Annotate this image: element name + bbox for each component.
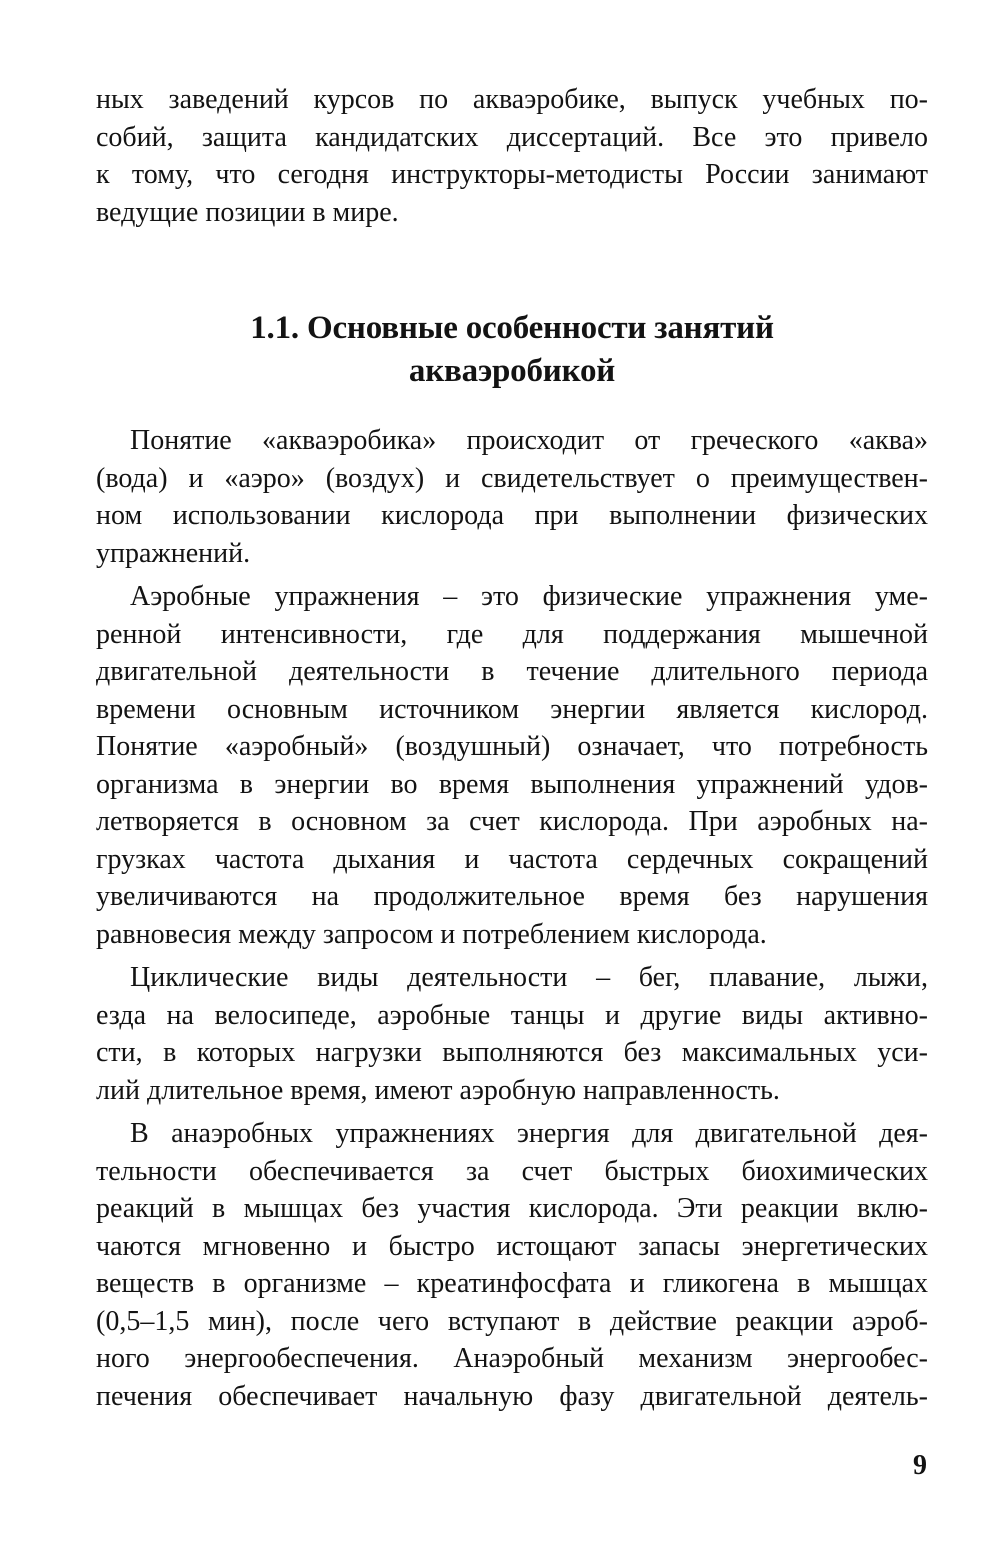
text-line: (0,5–1,5 мин), после чего вступают в действие реакции аэроб- bbox=[96, 1305, 928, 1337]
paragraph bbox=[96, 422, 928, 572]
heading-line: 1.1. Основные особенности занятий bbox=[250, 310, 774, 346]
text-line: езда на велосипеде, аэробные танцы и другие виды активно- bbox=[96, 999, 928, 1031]
section-heading bbox=[96, 307, 928, 393]
text-line: Циклические виды деятельности – бег, плавание, лыжи, bbox=[130, 962, 928, 993]
text-line: равновесия между запросом и потреблением кислорода. bbox=[96, 918, 767, 950]
text-line: ного энергообеспечения. Анаэробный механизм энергообес- bbox=[96, 1343, 928, 1374]
paragraph bbox=[96, 578, 928, 953]
text-line: печения обеспечивает начальную фазу двигательной деятель- bbox=[96, 1380, 928, 1412]
text-line: тельности обеспечивается за счет быстрых биохимических bbox=[96, 1155, 928, 1187]
text-line: времени основным источником энергии является кислород. bbox=[96, 693, 928, 725]
text-line: лий длительное время, имеют аэробную направленность. bbox=[96, 1074, 780, 1106]
text-line: ведущие позиции в мире. bbox=[96, 196, 399, 228]
text-line: сти, в которых нагрузки выполняются без максимальных уси- bbox=[96, 1037, 928, 1068]
text-line: двигательной деятельности в течение длительного периода bbox=[96, 656, 928, 687]
continuation-paragraph bbox=[96, 81, 928, 231]
text-line: Аэробные упражнения – это физические упражнения уме- bbox=[130, 581, 928, 612]
paragraph bbox=[96, 959, 928, 1109]
text-line: реакций в мышцах без участия кислорода. Эти реакции вклю- bbox=[96, 1193, 928, 1224]
text-line: упражнений. bbox=[96, 537, 251, 569]
section-body bbox=[96, 422, 928, 1415]
text-line: ных заведений курсов по акваэробике, выпуск учебных по- bbox=[96, 84, 928, 115]
text-line: собий, защита кандидатских диссертаций. Все это привело bbox=[96, 121, 928, 153]
text-line: Понятие «аэробный» (воздушный) означает, что потребность bbox=[96, 731, 928, 762]
text-line: к тому, что сегодня инструкторы-методисты России занимают bbox=[96, 159, 928, 190]
text-line: веществ в организме – креатинфосфата и гликогена в мышцах bbox=[96, 1268, 928, 1299]
text-line: (вода) и «аэро» (воздух) и свидетельствует о преимуществен- bbox=[96, 462, 928, 494]
heading-line: акваэробикой bbox=[408, 353, 616, 389]
paragraph bbox=[96, 1115, 928, 1415]
text-line: организма в энергии во время выполнения упражнений удов- bbox=[96, 768, 928, 800]
text-line: ренной интенсивности, где для поддержания мышечной bbox=[96, 618, 928, 650]
text-line: Понятие «акваэробика» происходит от греческого «аква» bbox=[130, 425, 928, 456]
page-number: 9 bbox=[913, 1450, 927, 1481]
text-line: чаются мгновенно и быстро истощают запасы энергетических bbox=[96, 1230, 928, 1262]
text-line: увеличиваются на продолжительное время без нарушения bbox=[96, 881, 928, 912]
text-line: ном использовании кислорода при выполнении физических bbox=[96, 500, 928, 531]
text-line: В анаэробных упражнениях энергия для двигательной дея- bbox=[130, 1118, 928, 1149]
text-line: грузках частота дыхания и частота сердечных сокращений bbox=[96, 843, 928, 875]
text-line: летворяется в основном за счет кислорода. При аэробных на- bbox=[96, 806, 928, 837]
